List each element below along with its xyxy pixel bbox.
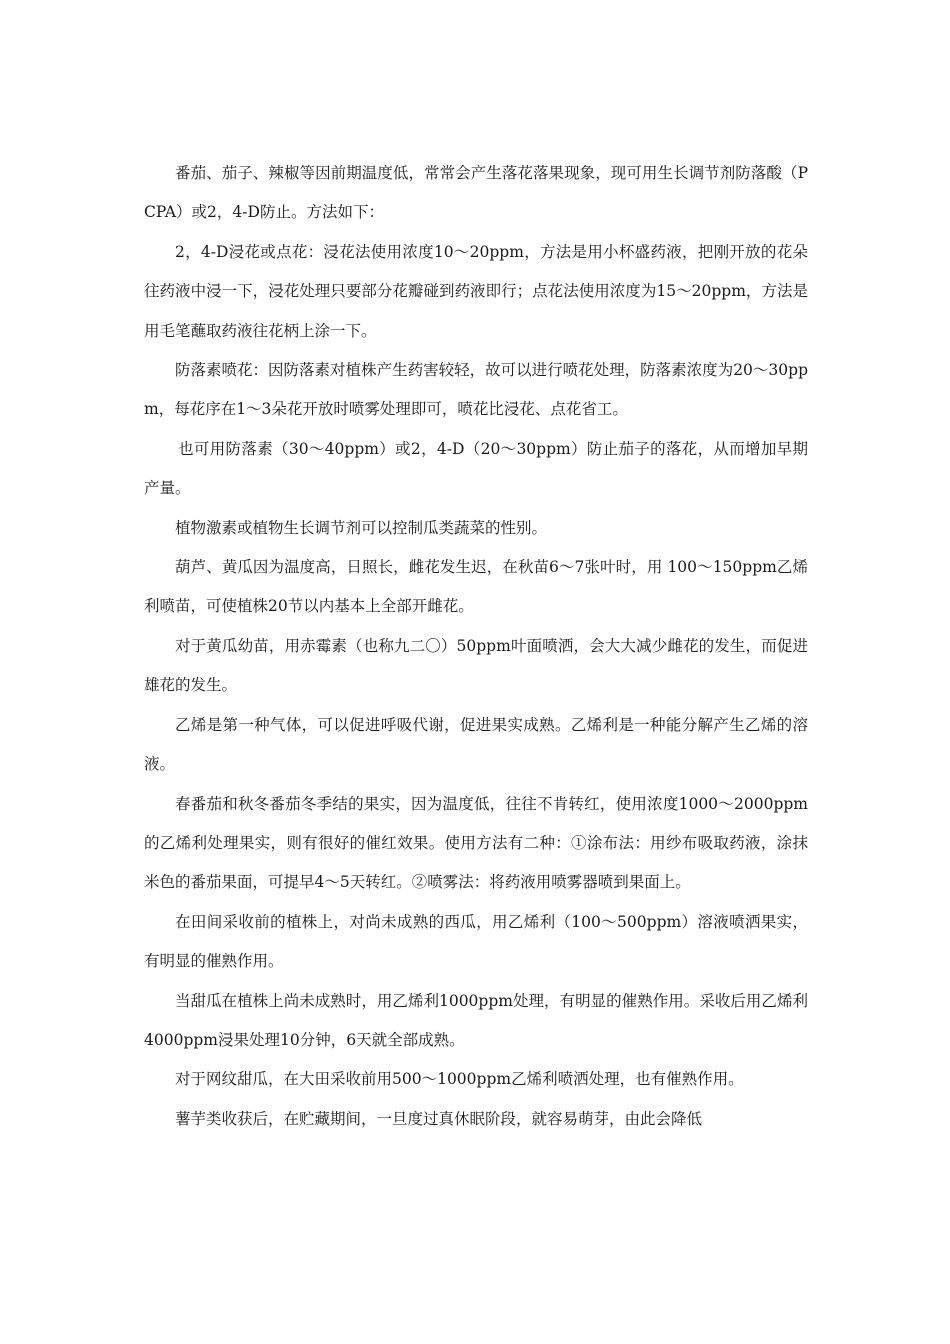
paragraph-11: 当甜瓜在植株上尚未成熟时，用乙烯利1000ppm处理，有明显的催熟作用。采收后用乙烯利4000ppm浸果处理10分钟，6天就全部成熟。: [144, 991, 808, 1049]
paragraph-8: 乙烯是第一种气体，可以促进呼吸代谢，促进果实成熟。乙烯利是一种能分解产生乙烯的溶液。: [144, 715, 808, 774]
paragraph-5: 植物激素或植物生长调节剂可以控制瓜类蔬菜的性别。: [175, 518, 548, 537]
paragraph-2: 2，4-D浸花或点花：浸花法使用浓度10～20ppm，方法是用小杯盛药液，把刚开放的花朵往药液中浸一下，浸花处理只要部分花瓣碰到药液即行；点花法使用浓度为15～20ppm，方法是用毛笔蘸取药液往花柄上涂一下。: [144, 242, 808, 340]
paragraph-3: 防落素喷花：因防落素对植株产生药害较轻，故可以进行喷花处理，防落素浓度为20～30ppm，每花序在1～3朵花开放时喷雾处理即可，喷花比浸花、点花省工。: [144, 361, 808, 419]
paragraph-10: 在田间采收前的植株上，对尚未成熟的西瓜，用乙烯利（100～500ppm）溶液喷洒果实，有明显的催熟作用。: [144, 912, 808, 971]
paragraph-6: 葫芦、黄瓜因为温度高，日照长，雌花发生迟，在秋苗6～7张叶时，用 100～150ppm乙烯利喷苗，可使植株20节以内基本上全部开雌花。: [144, 558, 808, 616]
paragraph-7: 对于黄瓜幼苗，用赤霉素（也称九二〇）50ppm叶面喷洒，会大大减少雌花的发生，而促进雄花的发生。: [144, 636, 808, 695]
paragraph-9: 春番茄和秋冬番茄冬季结的果实，因为温度低，往往不肯转红，使用浓度1000～2000ppm的乙烯利处理果实，则有很好的催红效果。使用方法有二种：①涂布法：用纱布吸取药液，涂抹米色的番茄果面，可提早4～5天转红。②喷雾法：将药液用喷雾器喷到果面上。: [144, 794, 808, 892]
document-body: [144, 154, 808, 1139]
paragraph-4: 也可用防落素（30～40ppm）或2，4-D（20～30ppm）防止茄子的落花，从而增加早期产量。: [144, 439, 808, 498]
paragraph-1: 番茄、茄子、辣椒等因前期温度低，常常会产生落花落果现象，现可用生长调节剂防落酸（PCPA）或2，4-D防止。方法如下：: [144, 164, 808, 222]
paragraph-13: 薯芋类收获后，在贮藏期间，一旦度过真休眠阶段，就容易萌芽，由此会降低: [175, 1109, 703, 1128]
paragraph-12: 对于网纹甜瓜，在大田采收前用500～1000ppm乙烯利喷洒处理，也有催熟作用。: [175, 1070, 744, 1089]
